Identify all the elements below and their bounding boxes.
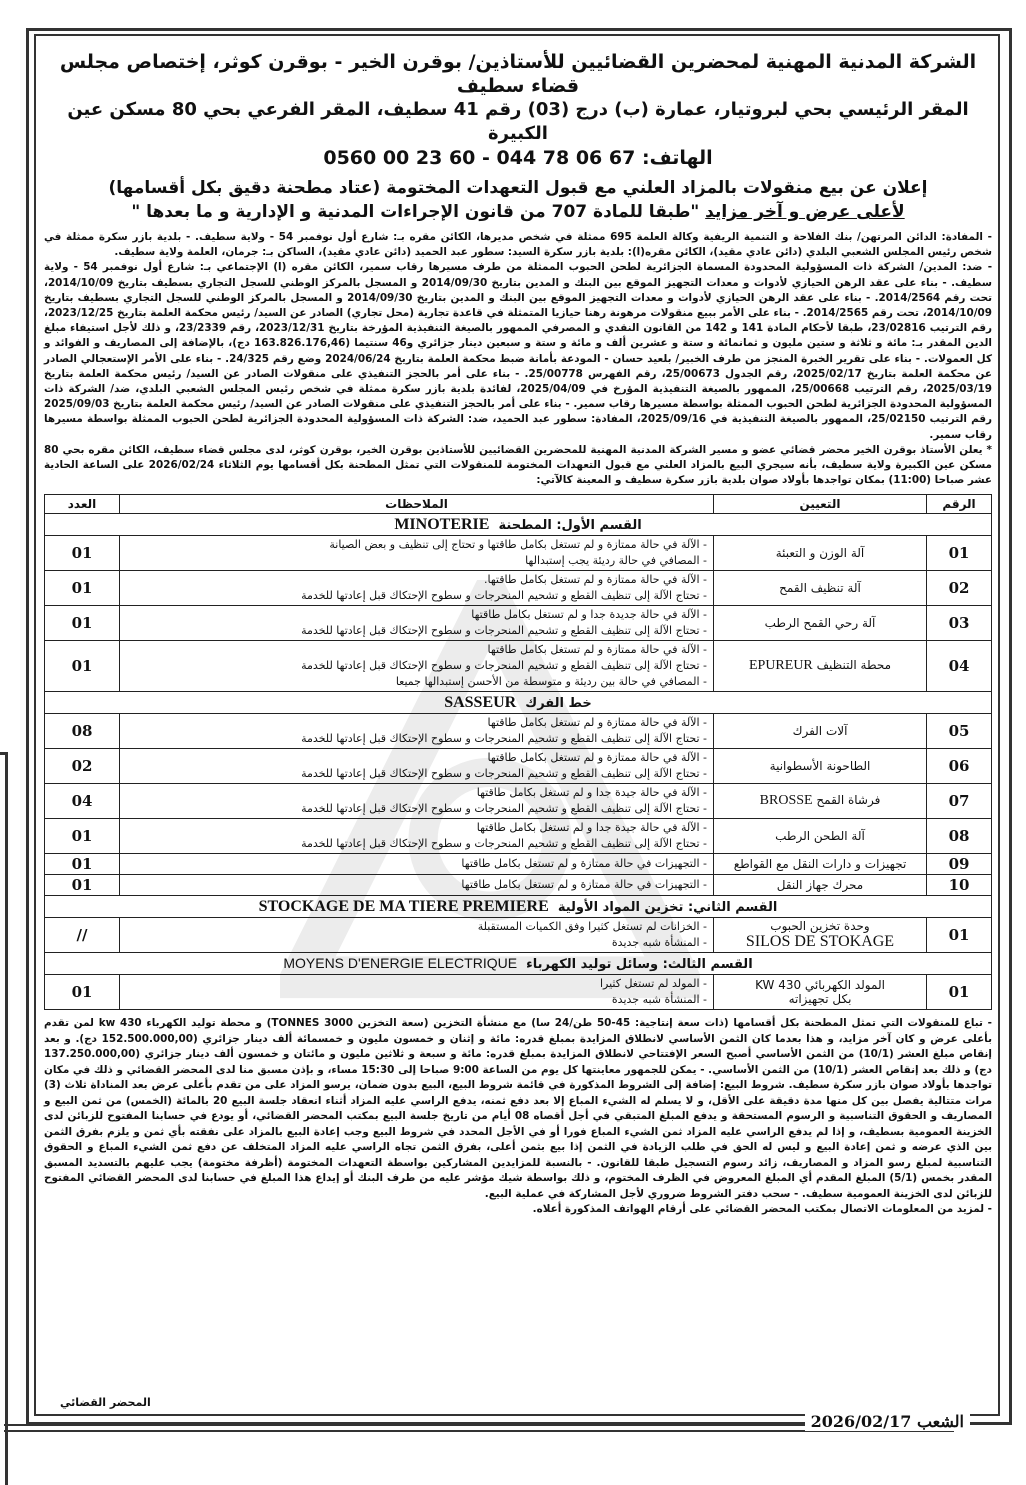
cell-qty: 01	[45, 641, 120, 692]
company-phone	[44, 146, 992, 170]
section-title-ar: القسم الثاني: تخزين المواد الأولية	[557, 899, 778, 915]
cell-designation	[714, 819, 927, 854]
cell-notes	[120, 714, 714, 749]
cell-num: 01	[927, 918, 992, 953]
designation-ar: آلة الوزن و التعبئة	[775, 546, 865, 561]
cell-qty: 01	[45, 819, 120, 854]
table-row	[45, 784, 992, 819]
cell-qty: 08	[45, 714, 120, 749]
note-line: - المولد لم تستغل كثيرا	[599, 977, 707, 991]
intro-paragraph: * يعلن الأستاذ بوقرن الخير محضر قضائي عضو و مسير الشركة المدنية المهنية للمحضرين القضائيين للأستاذين بوقرن الخير، بوقرن كوثر، لدى مجلس قضاء سطيف، الكائن مقره بحي 80 مسكن عين الكبيرة ولاية سطيف، بأنه سيجري البيع بالمزاد العلني مع قبول التعهدات المختومة للمنقولات التي تمثل المطحنة بكل أقسامها يوم الثلاثاء 2026/02/24 على الساعة الحادية عشر صباحا (11:00) بمكان تواجدها بأولاد صوان بلدية بازر سكرة سطيف و المعينة كالآتي:	[44, 443, 992, 487]
title-line-2	[44, 200, 992, 224]
publication-footer	[805, 1412, 970, 1431]
designation-fr: SILOS DE STOKAGE	[745, 933, 895, 951]
table-row	[45, 918, 992, 953]
cell-num: 08	[927, 819, 992, 854]
designation-ar: آلة الطحن الرطب	[775, 829, 865, 844]
phone-numbers: 0560 00 23 60 - 044 78 06 67	[323, 147, 636, 169]
section-header-row	[45, 953, 992, 975]
table-row	[45, 536, 992, 571]
designation-ar: الطاحونة الأسطوانية	[769, 759, 871, 774]
cell-num: 05	[927, 714, 992, 749]
cell-qty: 04	[45, 784, 120, 819]
cell-num: 09	[927, 854, 992, 875]
note-line: - تحتاج الآلة إلى تنظيف القطع و تشحيم المنحرجات و سطوح الإحتكاك قبل إعادتها للخدمة	[301, 767, 707, 781]
cell-num: 10	[927, 875, 992, 896]
header-designation: التعيين	[714, 495, 927, 514]
adjacent-ad-border	[0, 752, 8, 1485]
publication-date: 2026/02/17	[810, 1412, 912, 1431]
cell-qty: 01	[45, 571, 120, 606]
designation-fr: بكل تجهيزاته	[788, 992, 852, 1007]
table-row	[45, 571, 992, 606]
note-line: - التجهيزات في حالة ممتازة و لم تستغل بكامل طاقتها	[461, 857, 707, 871]
table-row	[45, 641, 992, 692]
header-notes: الملاحظات	[120, 495, 714, 514]
cell-qty: 01	[45, 875, 120, 896]
note-line: - الآلة في حالة ممتازة و لم تستغل بكامل طاقتها	[487, 643, 707, 657]
cell-notes	[120, 536, 714, 571]
note-line: - الآلة في حالة جيدة جدا و لم تستغل بكامل طاقتها	[476, 786, 707, 800]
table-row	[45, 875, 992, 896]
contact-paragraph: - لمزيد من المعلومات الاتصال بمكتب المحضر القضائي على أرقام الهواتف المذكورة أعلاه.	[532, 1203, 992, 1216]
section-title-fr: MOYENS D'ENERGIE ELECTRIQUE	[283, 955, 518, 972]
cell-qty: 01	[45, 975, 120, 1010]
section-title	[45, 514, 992, 536]
cell-num: 03	[927, 606, 992, 641]
section-title-ar: خط الفرك	[525, 695, 592, 711]
section-title-fr: STOCKAGE DE MA TIERE PREMIERE	[258, 897, 549, 915]
cell-notes	[120, 571, 714, 606]
section-title-fr: SASSEUR	[444, 693, 517, 711]
cell-designation	[714, 714, 927, 749]
sale-conditions	[44, 1016, 992, 1218]
company-address: المقر الرئيسي بحي لبروتيار، عمارة (ب) درج (03) رقم 41 سطيف، المقر الفرعي بحي 80 مسكن عين الكبيرة	[67, 99, 969, 144]
cell-qty: 01	[45, 854, 120, 875]
note-line: - الآلة في حالة جديدة جدا و لم تستغل بكامل طاقتها	[471, 608, 707, 622]
note-line: - تحتاج الآلة إلى تنظيف القطع و تشحيم المنحرجات و سطوح الإحتكاك قبل إعادتها للخدمة	[301, 624, 707, 638]
section-header-row	[45, 514, 992, 536]
designation-ar: تجهيزات و دارات النقل مع القواطع	[733, 857, 907, 872]
header-num: الرقم	[927, 495, 992, 514]
cell-notes	[120, 918, 714, 953]
note-line: - تحتاج الآلة إلى تنظيف القطع و تشحيم المنحرجات و سطوح الإحتكاك قبل إعادتها للخدمة	[301, 837, 707, 851]
designation-ar: آلة رحي القمح الرطب	[764, 616, 876, 631]
conditions-paragraph: - تباع للمنقولات التي تمثل المطحنة بكل أقسامها (ذات سعة إنتاجية: 45-50 طن/24 سا) مع منشأة التخزين (سعة التخزين 3000 TONNES) و محطة توليد الكهرباء 430 kw لمن تقدم بأعلى عرض و كان آخر مزايد، و هذا بعدما كان الثمن الأساسي لانطلاق المزايدة بمبلغ قدره: مائة و إثنان و خمسون مليون و خمسمائة ألف دينار جزائري (152.500.000,00 دج). و بعد إنقاص مبلغ العشر (10/1) من الثمن الأساسي أصبح السعر الإفتتاحي لانطلاق المزايدة بمبلغ قدره: مائة و سبعة و ثلاثين مليون و مائتان و خمسون ألف دينار جزائري (137.250.000,00 دج) و ذلك بعد إنقاص العشر (10/1) من الثمن الأساسي. - يمكن للجمهور معاينتها كل يوم من الساعة 9:00 صباحا إلى 15:30 مساء، و بإذن مسبق منا لدى المحضر القضائي و ذلك في مكان تواجدها بأولاد صوان بازر سكرة سطيف. شروط البيع: إضافة إلى الشروط المذكورة في قائمة شروط البيع، البيع بدون ضمان، يرسو المزاد على من تقدم بأعلى عرض بعد المناداة ثلاث (3) مرات متتالية يفصل بين كل منها مدة دقيقة على الأقل، و لا يسلم له الشيء المباع إلا بعد دفع ثمنه، يدفع الراسي عليه المزاد أثناء انعقاد جلسة البيع 20 بالمائة (الخمس) من ثمن البيع و المصاريف و الحقوق التناسبية و الرسوم المستحقة و يدفع المبلغ المتبقي في أجل أقصاه 08 أيام من تاريخ جلسة البيع بمكتب المحضر القضائي، أو يودع في حسابنا المفتوح للزبائن لدى الخزينة العمومية بسطيف، و إذا لم يدفع الراسي عليه المزاد ثمن الشيء المباع فورا أو في الأجل المحدد في شروط البيع وجب إعادة البيع بالمزاد على نفقته بأي ثمن و يلزم بفرق الثمن بين الذي عرضه و ثمن إعادة البيع و ليس له الحق في طلب الزيادة في الثمن إذا بيع بثمن أعلى، بفرق الثمن تجاه الراسي عليه المزاد المتخلف عن دفع ثمن الشيء المباع و الحقوق التناسبية لمبلغ رسو المزاد و المصاريف، زائد رسوم التسجيل طبقا للقانون. - بالنسبة للمزايدين المشاركين بواسطة التعهدات المختومة (أظرفة مختومة) يجب عليهم بالتسديد المسبق المقدر بخمس (5/1) المبلغ المقدم أي المبلغ المعروض في الظرف المختوم، و ذلك بواسطة شيك مؤشر عليه من طرف البنك أو إيداع هذا المبلغ في حسابنا لدى المحضر القضائي المفتوح للزبائن لدى الخزينة العمومية سطيف. - سحب دفتر الشروط ضروري لأجل المشاركة في عملية البيع.	[44, 1017, 993, 1200]
table-row	[45, 714, 992, 749]
section-title-ar: القسم الأول: المطحنة	[498, 517, 642, 533]
cell-num: 01	[927, 975, 992, 1010]
cell-designation	[714, 975, 927, 1010]
note-line: - الآلة في حالة جيدة جدا و لم تستغل بكامل طاقتها	[476, 821, 707, 835]
cell-notes	[120, 784, 714, 819]
cell-notes	[120, 606, 714, 641]
cell-designation	[714, 536, 927, 571]
designation-ar: محطة التنظيف	[816, 658, 891, 673]
table-body	[45, 514, 992, 1010]
designation-fr: BROSSE	[759, 793, 813, 809]
cell-designation	[714, 606, 927, 641]
intro-paragraph: - المفادة: الدائن المرتهن/ بنك الفلاحة و التنمية الريفية وكالة العلمة 695 ممثلة في شخص مديرها، الكائن مقره بـ: شارع أول نوفمبر 54 - ولاية سطيف. - بلدية بازر سكرة ممثلة في شخص رئيس المجلس الشعبي البلدي (دائن عادي مقيد)، الكائن مقره(ا): بلدية بازر سكرة السيد: سطور عبد الحميد (دائن عادي مقيد)، الساكن بـ: جرمان، العلمة ولاية سطيف.	[44, 231, 992, 259]
note-line: - الآلة في حالة ممتازة و لم تستغل بكامل طاقتها	[487, 751, 707, 765]
newspaper-name: الشعب	[916, 1412, 964, 1431]
designation-ar: وحدة تخزين الحبوب	[770, 919, 870, 934]
cell-qty: 02	[45, 749, 120, 784]
cell-designation	[714, 918, 927, 953]
section-title	[45, 953, 992, 975]
note-line: - التجهيزات في حالة ممتازة و لم تستغل بكامل طاقتها	[461, 878, 707, 892]
table-row	[45, 819, 992, 854]
note-line: - الخزانات لم تستغل كثيرا وفق الكميات المستقبلة	[477, 920, 707, 934]
announcement	[44, 50, 992, 1218]
designation-ar: المولد الكهربائي 430 KW	[755, 978, 885, 993]
section-title-fr: MINOTERIE	[394, 515, 490, 533]
note-line: - تحتاج الآلة إلى تنظيف القطع و تشحيم المنحرجات و سطوح الإحتكاك قبل إعادتها للخدمة	[301, 589, 707, 603]
cell-notes	[120, 641, 714, 692]
note-line: - المصافي في حالة بين رديئة و متوسطة من الأحسن إستبدالها جميعا	[395, 675, 707, 689]
phone-label: الهاتف:	[641, 147, 713, 169]
cell-num: 01	[927, 536, 992, 571]
cell-qty: //	[45, 918, 120, 953]
company-header	[44, 50, 992, 170]
table-header-row	[45, 495, 992, 514]
announcement-title	[44, 176, 992, 224]
note-line: - تحتاج الآلة إلى تنظيف القطع و تشحيم المنحرجات و سطوح الإحتكاك قبل إعادتها للخدمة	[301, 659, 707, 673]
table-row	[45, 606, 992, 641]
cell-num: 06	[927, 749, 992, 784]
signature: المحضر القضائي	[60, 1396, 151, 1409]
cell-designation	[714, 854, 927, 875]
cell-notes	[120, 749, 714, 784]
items-table	[44, 494, 992, 1010]
intro-paragraph: - ضد: المدين/ الشركة ذات المسؤولية المحدودة المسماة الجزائرية لطحن الحبوب الممثلة من طرف مسيرها رقاب سمير، الكائن مقره (ا) الإجتماعي بـ: شارع أول نوفمبر 54 - ولاية سطيف. - بناء على عقد الرهن الحيازي لأدوات و معدات التجهيز الموقع بين البنك و المدين بتاريخ 2014/09/30 و المسجل بالمركز الوطني للسجل التجاري بسطيف بتاريخ 2014/10/09، تحت رقم 2014/2564. - بناء على عقد الرهن الحيازي لأدوات و معدات التجهيز الموقع بين البنك و المدين بتاريخ 2014/09/30 و المسجل بالمركز الوطني للسجل التجاري بسطيف بتاريخ 2014/10/09، تحت رقم 2014/2565. - بناء على الأمر ببيع منقولات مرهونة رهنا حيازيا المتمثلة في قاعدة تجارية (محل تجاري) الصادر عن السيد/ رئيس محكمة العلمة بتاريخ 2023/12/25، رقم الترتيب 23/02816، طبقا لأحكام المادة 141 و 142 من القانون النقدي و المصرفي الممهور بالصيغة التنفيذية المؤرخة بتاريخ 2023/12/31، رقم 23/2339، و ذلك لأجل استيفاء مبلغ الدين المقدر بـ: مائة و ثلاثة و ستين مليون و ثمانمائة و ستة و عشرين ألف و مائة و ستة و سبعين دينار جزائري و46 سنتيما (163.826.176,46 دج)، بالإضافة إلى المصاريف و الفوائد و كل العمولات. - بناء على تقرير الخبرة المنجز من طرف الخبير/ بلعيد حسان - المودعة بأمانة ضبط محكمة العلمة بتاريخ 2024/06/24 وضع رقم 24/325. - بناء على الأمر الإستعجالي الصادر عن محكمة العلمة بتاريخ 2025/02/17، رقم الجدول 25/00673، رقم الفهرس 25/00778. - بناء على أمر بالحجز التنفيذي على منقولات الصادر عن السيد/ رئيس محكمة العلمة بتاريخ 2025/03/19، رقم الترتيب 25/00668، الممهور بالصيغة التنفيذية المؤرخ في 2025/04/09، لفائدة بلدية بازر سكرة ممثلة في شخص رئيس المجلس الشعبي البلدي، ضد/ الشركة ذات المسؤولية المحدودة الجزائرية لطحن الحبوب الممثلة بواسطة مسيرها رقاب سمير. - بناء على أمر بالحجز التنفيذي على منقولات الصادر عن السيد/ رئيس محكمة العلمة بتاريخ 2025/09/03 رقم الترتيب 25/02150، الممهور بالصيغة التنفيذية في 2025/09/16، المفادة: سطور عبد الحميد، ضد: الشركة ذات المسؤولية المحدودة الجزائرية لطحن الحبوب الممثلة بواسطة مسيرها رقاب سمير.	[44, 261, 993, 441]
note-line: - الآلة في حالة ممتازة و لم تستغل بكامل طاقتها و تحتاج إلى تنظيف و بعض الصيانة	[329, 538, 707, 552]
designation-fr: EPUREUR	[748, 658, 813, 674]
note-line: - تحتاج الآلة إلى تنظيف القطع و تشحيم المنحرجات و سطوح الإحتكاك قبل إعادتها للخدمة	[301, 802, 707, 816]
header-qty: العدد	[45, 495, 120, 514]
cell-notes	[120, 875, 714, 896]
intro-text	[44, 230, 992, 488]
title-legal-ref: "طبقا للمادة 707 من قانون الإجراءات المدنية و الإدارية و ما بعدها "	[131, 202, 706, 222]
cell-notes	[120, 819, 714, 854]
section-title	[45, 896, 992, 918]
designation-ar: آلات الفرك	[792, 724, 848, 739]
cell-notes	[120, 975, 714, 1010]
section-header-row	[45, 896, 992, 918]
title-line-1: إعلان عن بيع منقولات بالمزاد العلني مع قبول التعهدات المختومة (عتاد مطحنة دقيق بكل أقسامها)	[108, 178, 928, 198]
table-row	[45, 749, 992, 784]
section-header-row	[45, 692, 992, 714]
cell-designation	[714, 571, 927, 606]
table-row	[45, 854, 992, 875]
note-line: - تحتاج الآلة إلى تنظيف القطع و تشحيم المنحرجات و سطوح الإحتكاك قبل إعادتها للخدمة	[301, 732, 707, 746]
table-row	[45, 975, 992, 1010]
cell-designation	[714, 641, 927, 692]
cell-designation	[714, 875, 927, 896]
cell-num: 04	[927, 641, 992, 692]
designation-ar: آلة تنظيف القمح	[779, 581, 861, 596]
cell-designation	[714, 749, 927, 784]
section-title-ar: القسم الثالث: وسائل توليد الكهرباء	[526, 957, 753, 973]
company-name: الشركة المدنية المهنية لمحضرين القضائيين للأستاذين/ بوقرن الخير - بوقرن كوثر، إختصاص مجلس قضاء سطيف	[59, 51, 977, 97]
cell-num: 07	[927, 784, 992, 819]
note-line: - المنشأة شبه جديدة	[611, 936, 707, 950]
designation-ar: فرشاة القمح	[816, 793, 881, 808]
designation-ar: محرك جهاز النقل	[776, 878, 864, 893]
note-line: - الآلة في حالة ممتازة و لم تستغل بكامل طاقتها.	[484, 573, 707, 587]
cell-num: 02	[927, 571, 992, 606]
cell-notes	[120, 854, 714, 875]
cell-qty: 01	[45, 606, 120, 641]
title-underlined: لأعلى عرض و آخر مزايد	[705, 202, 905, 222]
cell-qty: 01	[45, 536, 120, 571]
note-line: - المنشأة شبه جديدة	[611, 993, 707, 1007]
note-line: - المصافي في حالة رديئة يجب إستبدالها	[525, 554, 707, 568]
section-title	[45, 692, 992, 714]
note-line: - الآلة في حالة ممتازة و لم تستغل بكامل طاقتها	[487, 716, 707, 730]
cell-designation	[714, 784, 927, 819]
